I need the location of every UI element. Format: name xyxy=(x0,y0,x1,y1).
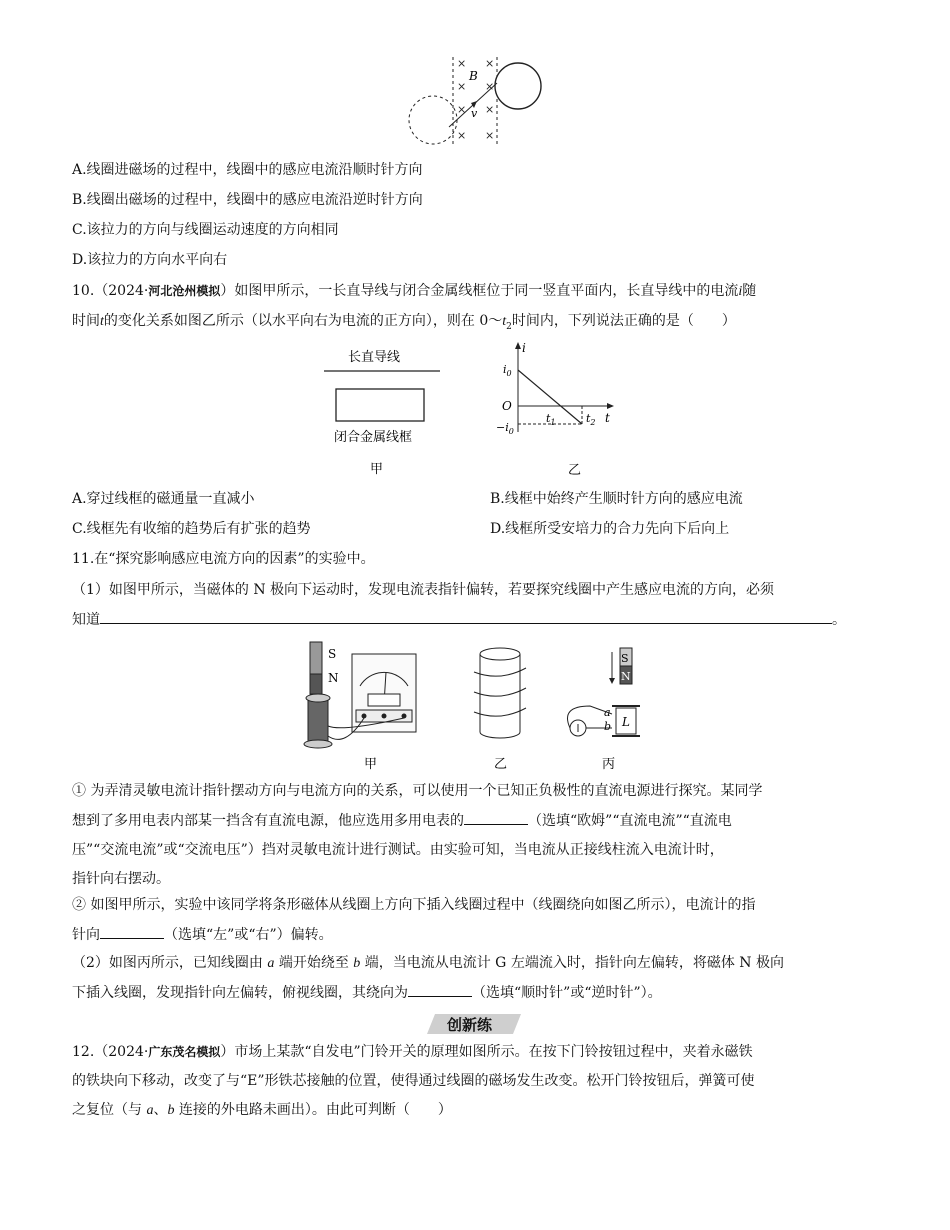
figure-caption-jia-11: 甲 xyxy=(364,757,378,772)
t2-label: $t_2$ xyxy=(586,412,596,427)
q11-figures xyxy=(290,636,660,776)
q9-option-a: A.线圈进磁场的过程中，线圈中的感应电流沿顺时针方向 xyxy=(72,162,423,178)
magnet-S-label: S xyxy=(328,647,337,661)
axis-label-t: t xyxy=(605,411,610,425)
field-cross: × xyxy=(457,129,467,142)
magnet3-N-label: N xyxy=(621,670,631,683)
t1-label: $t_1$ xyxy=(546,412,556,427)
section-banner xyxy=(427,1012,521,1036)
q10-figure-yi xyxy=(488,340,628,480)
q10-stem-line1: 10.（2024·河北沧州模拟）如图甲所示，一长直导线与闭合金属线框位于同一竖直平面内，长直导线中的电流i随 xyxy=(72,283,757,299)
q11-c2-line1: ② 如图甲所示，实验中该同学将条形磁体从线圈上方向下插入线圈过程中（线圈绕向如图乙所示），电流计的指 xyxy=(72,897,756,913)
q11-c1-line4: 指针向右摆动。 xyxy=(72,871,170,887)
q9-option-c: C.该拉力的方向与线圈运动速度的方向相同 xyxy=(72,222,339,238)
q11-c1-line1: ① 为弄清灵敏电流计指针摆动方向与电流方向的关系，可以使用一个已知正负极性的直流电源进行探究。某同学 xyxy=(72,783,763,799)
field-label-B: B xyxy=(469,69,478,83)
q11-c2-line2: 针向 （选填“左”或“右”）偏转。 xyxy=(72,924,333,945)
figure-caption-yi: 乙 xyxy=(568,463,582,478)
q11-stem: 11.在“探究影响感应电流方向的因素”的实验中。 xyxy=(72,551,375,567)
axis-label-i: i xyxy=(522,341,526,355)
field-cross: × xyxy=(485,129,495,142)
q10-option-c: C.线框先有收缩的趋势后有扩张的趋势 xyxy=(72,521,311,537)
q11-c1-line3: 压”“交流电流”或“交流电压”）挡对灵敏电流计进行测试。由实验可知，当电流从正接线柱流入电流计时， xyxy=(72,842,724,858)
terminal-a-label: a xyxy=(604,706,611,719)
coil-field-figure xyxy=(405,55,550,150)
coil-L-label: L xyxy=(622,715,630,729)
field-cross: × xyxy=(457,103,467,116)
velocity-label: v xyxy=(471,107,478,120)
q10-option-a: A.穿过线框的磁通量一直减小 xyxy=(72,491,255,507)
q10-stem-line2: 时间t的变化关系如图乙所示（以水平向右为电流的正方向），则在 $0\sim t_2$时间内，下列说法正确的是（ ） xyxy=(72,313,736,332)
q11-part2-line1: （2）如图丙所示，已知线圈由 a 端开始绕至 b 端，当电流从电流计 G 左端流入时，指针向左偏转，将磁体 N 极向 xyxy=(72,955,784,971)
neg-i0-label: $-i_0$ xyxy=(496,421,514,436)
field-cross: × xyxy=(457,57,467,70)
terminal-b-label: b xyxy=(604,720,612,733)
figure-caption-bing: 丙 xyxy=(602,757,616,772)
origin-label: O xyxy=(502,399,512,413)
field-cross: × xyxy=(457,80,467,93)
q10-option-b: B.线框中始终产生顺时针方向的感应电流 xyxy=(490,491,743,507)
field-cross: × xyxy=(485,80,495,93)
figure-caption-yi-11: 乙 xyxy=(494,757,508,772)
q12-stem-line1: 12.（2024·广东茂名模拟）市场上某款“自发电”门铃开关的原理如图所示。在按下门铃按钮过程中，夹着永磁铁 xyxy=(72,1044,753,1060)
q11-c1-line2: 想到了多用电表内部某一挡含有直流电源，他应选用多用电表的 （选填“欧姆”“直流电流”“直流电 xyxy=(72,810,732,831)
q12-stem-line2: 的铁块向下移动，改变了与“E”形铁芯接触的位置，使得通过线圈的磁场发生改变。松开门铃按钮后，弹簧可使 xyxy=(72,1073,755,1089)
section-banner-label: 创新练 xyxy=(447,1016,493,1034)
wire-label: 长直导线 xyxy=(348,350,401,365)
q9-option-b: B.线圈出磁场的过程中，线圈中的感应电流沿逆时针方向 xyxy=(72,192,423,208)
i0-label: $i_0$ xyxy=(503,363,512,378)
magnet-N-label: N xyxy=(328,671,339,685)
frame-label: 闭合金属线框 xyxy=(334,430,413,445)
q11-part2-line2: 下插入线圈，发现指针向左偏转，俯视线圈，其绕向为 （选填“顺时针”或“逆时针”）。 xyxy=(72,982,662,1003)
magnet3-S-label: S xyxy=(621,652,629,665)
q10-option-d: D.线框所受安培力的合力先向下后向上 xyxy=(490,521,730,537)
q11-part1-line2: 知道 。 xyxy=(72,609,846,630)
q9-option-d: D.该拉力的方向水平向右 xyxy=(72,252,228,268)
figure-caption-jia: 甲 xyxy=(370,462,384,475)
q11-part1-line1: （1）如图甲所示，当磁体的 N 极向下运动时，发现电流表指针偏转，若要探究线圈中产生感应电流的方向，必须 xyxy=(72,582,775,598)
q12-stem-line3: 之复位（与 a、b 连接的外电路未画出）。由此可判断（ ） xyxy=(72,1102,452,1118)
field-cross: × xyxy=(485,103,495,116)
q10-figure-jia xyxy=(320,345,450,475)
field-cross: × xyxy=(485,57,495,70)
